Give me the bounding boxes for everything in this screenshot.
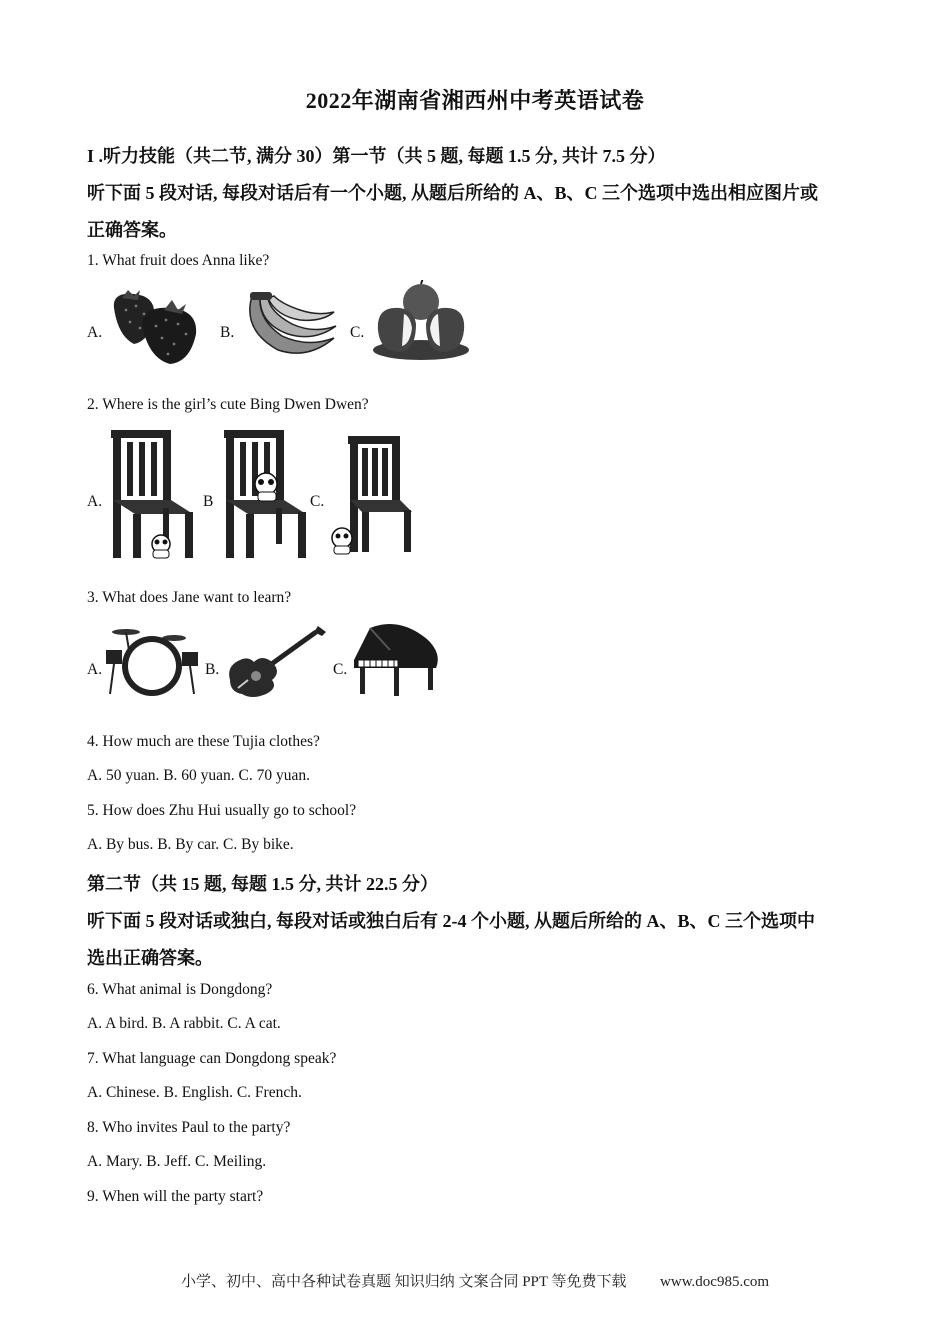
- section1-instruction-line1: 听下面 5 段对话, 每段对话后有一个小题, 从题后所给的 A、B、C 三个选项中选出相应图片或: [87, 183, 819, 203]
- drum-icon: [104, 622, 200, 700]
- q1-option-c-label: C.: [350, 324, 365, 341]
- footer-website-link[interactable]: www.doc985.com: [660, 1274, 770, 1290]
- chair-on-icon: [218, 428, 310, 560]
- q2-option-c-label: C.: [310, 493, 325, 510]
- q1-option-a-label: A.: [87, 324, 103, 341]
- question-4-options: A. 50 yuan. B. 60 yuan. C. 70 yuan.: [87, 767, 311, 784]
- section2-instruction-line1: 听下面 5 段对话或独白, 每段对话或独白后有 2-4 个小题, 从题后所给的 A、B、C 三个选项中: [87, 911, 815, 931]
- q3-option-c-label: C.: [333, 661, 348, 678]
- guitar-icon: [222, 622, 330, 700]
- section1-instruction-line2: 正确答案。: [87, 220, 177, 240]
- question-3: 3. What does Jane want to learn?: [87, 589, 292, 606]
- question-1: 1. What fruit does Anna like?: [87, 252, 270, 269]
- question-5-options: A. By bus. B. By car. C. By bike.: [87, 836, 294, 853]
- q2-option-a-label: A.: [87, 493, 103, 510]
- q3-option-a-label: A.: [87, 661, 103, 678]
- question-7-options: A. Chinese. B. English. C. French.: [87, 1084, 302, 1101]
- chair-under-icon: [105, 428, 197, 560]
- banana-icon: [238, 290, 340, 362]
- q1-option-b-label: B.: [220, 324, 235, 341]
- question-8: 8. Who invites Paul to the party?: [87, 1119, 291, 1136]
- section2-heading: 第二节（共 15 题, 每题 1.5 分, 共计 22.5 分）: [87, 874, 438, 894]
- question-6-options: A. A bird. B. A rabbit. C. A cat.: [87, 1015, 281, 1032]
- apple-icon: [370, 280, 472, 364]
- question-5: 5. How does Zhu Hui usually go to school?: [87, 802, 357, 819]
- page-title: 2022年湖南省湘西州中考英语试卷: [305, 88, 645, 113]
- question-7: 7. What language can Dongdong speak?: [87, 1050, 337, 1067]
- question-6: 6. What animal is Dongdong?: [87, 981, 273, 998]
- question-4: 4. How much are these Tujia clothes?: [87, 733, 320, 750]
- strawberry-icon: [104, 286, 212, 366]
- chair-beside-icon: [328, 434, 412, 556]
- q3-option-b-label: B.: [205, 661, 220, 678]
- question-9: 9. When will the party start?: [87, 1188, 264, 1205]
- footer-text: 小学、初中、高中各种试卷真题 知识归纳 文案合同 PPT 等免费下载: [180, 1274, 627, 1290]
- question-2: 2. Where is the girl’s cute Bing Dwen Dwen?: [87, 396, 369, 413]
- question-8-options: A. Mary. B. Jeff. C. Meiling.: [87, 1153, 267, 1170]
- section2-instruction-line2: 选出正确答案。: [87, 948, 213, 968]
- section1-heading: I .听力技能（共二节, 满分 30）第一节（共 5 题, 每题 1.5 分, 共计 7.5 分）: [87, 146, 666, 166]
- q2-option-b-label: B: [203, 493, 214, 510]
- page-footer: [0, 1270, 950, 1291]
- piano-icon: [350, 620, 442, 700]
